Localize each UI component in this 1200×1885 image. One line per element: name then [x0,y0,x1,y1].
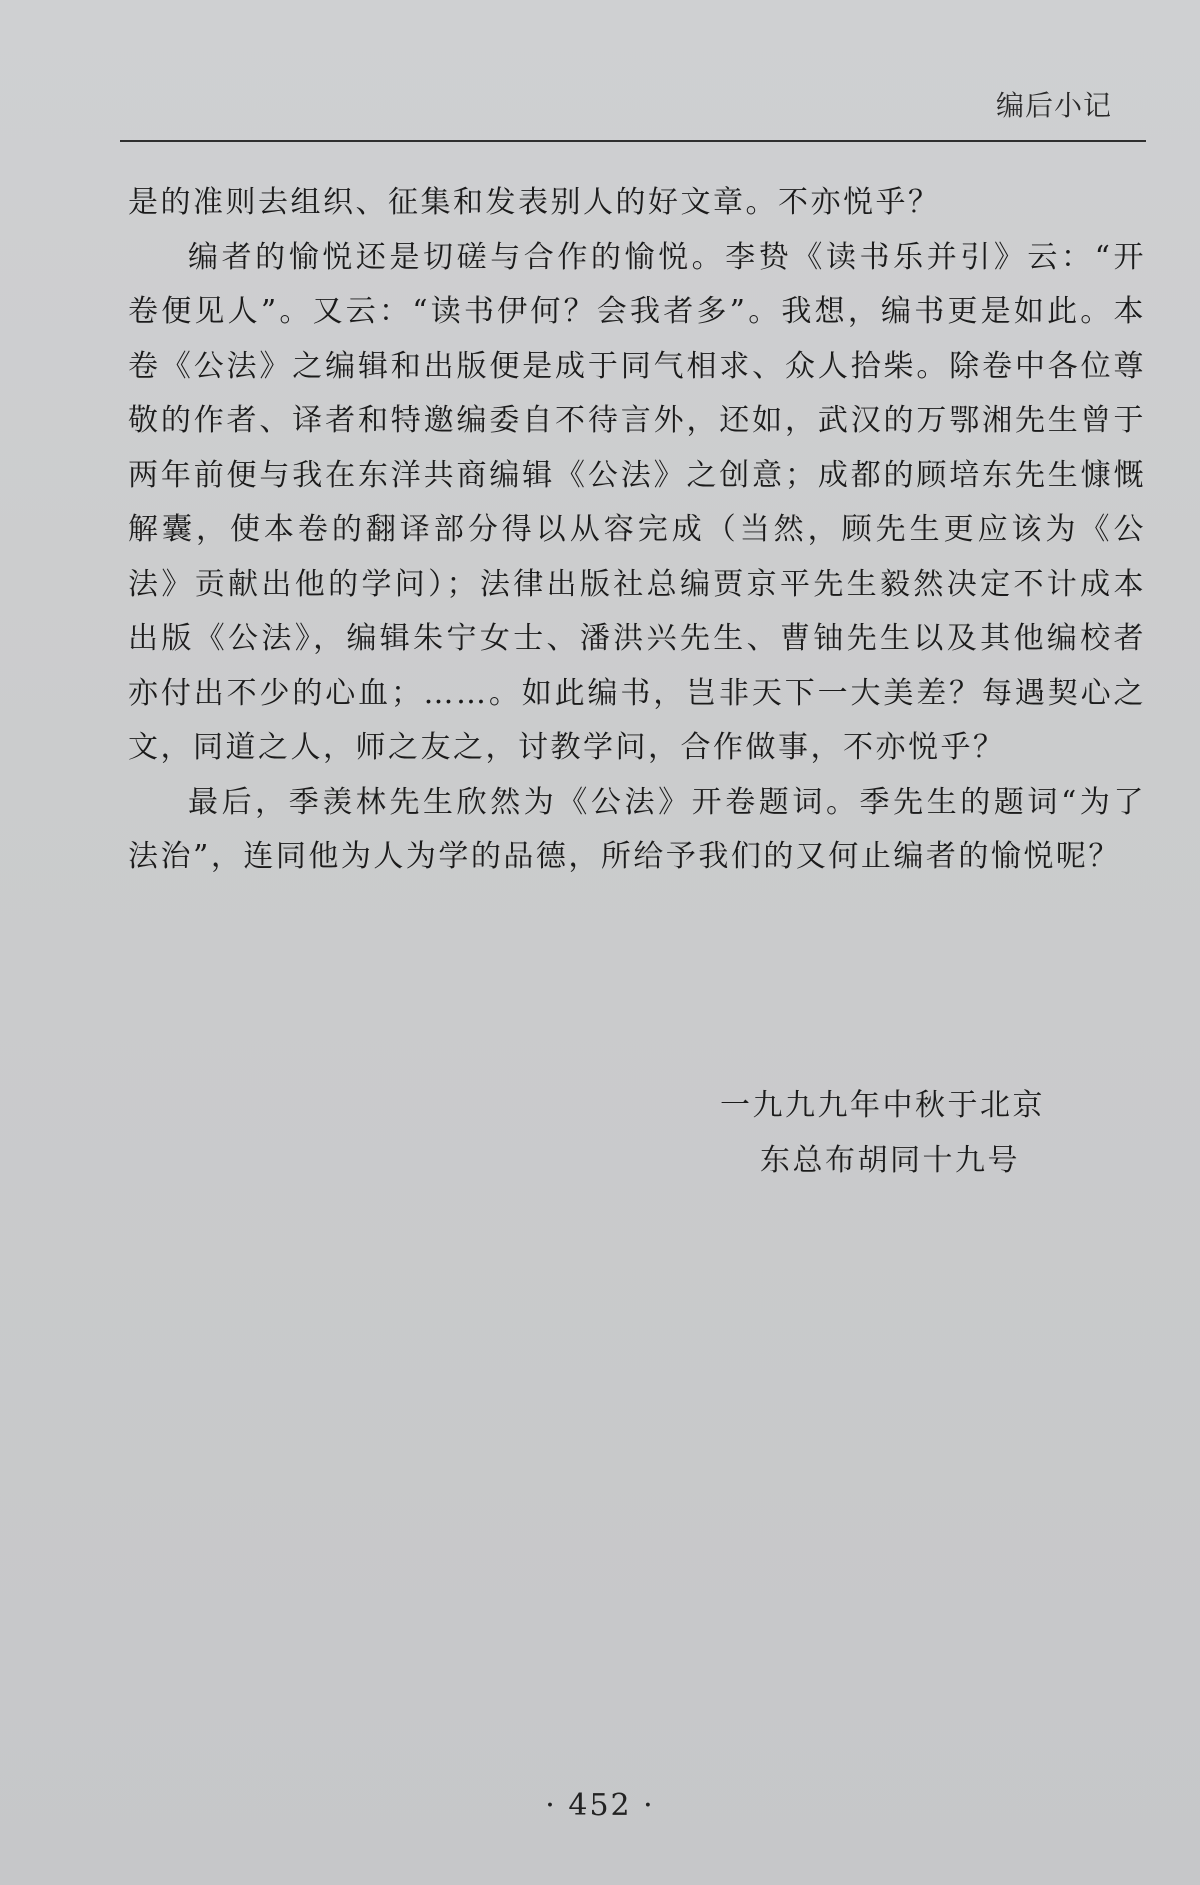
signoff [720,1078,1045,1188]
running-header-title: 编后小记 [995,89,1112,122]
signoff-date-place: 一九九九年中秋于北京 [720,1088,1045,1123]
header-rule [120,140,1146,142]
body-text [128,176,1146,885]
paragraph-continuation: 是的准则去组织、征集和发表别人的好文章。不亦悦乎？ [128,185,941,220]
paragraph: 最后，季羡林先生欣然为《公法》开卷题词。季先生的题词“为了法治”，连同他为人为学的品德，所给予我们的又何止编者的愉悦呢？ [128,784,1146,874]
paragraph: 编者的愉悦还是切磋与合作的愉悦。李贽《读书乐并引》云：“开卷便见人”。又云：“读书伊何？会我者多”。我想，编书更是如此。本卷《公法》之编辑和出版便是成于同气相求、众人拾柴。除卷中各位尊敬的作者、译者和特邀编委自不待言外，还如，武汉的万鄂湘先生曾于两年前便与我在东洋共商编辑《公法》之创意；成都的顾培东先生慷慨解囊，使本卷的翻译部分得以从容完成（当然，顾先生更应该为《公法》贡献出他的学问）；法律出版社总编贾京平先生毅然决定不计成本出版《公法》，编辑朱宁女士、潘洪兴先生、曹铀先生以及其他编校者亦付出不少的心血；……。如此编书，岂非天下一大美差？每遇契心之文，同道之人，师之友之，讨教学问，合作做事，不亦悦乎？ [128,239,1146,765]
signoff-address: 东总布胡同十九号 [760,1143,1020,1178]
page-number: · 452 · [545,1788,655,1823]
